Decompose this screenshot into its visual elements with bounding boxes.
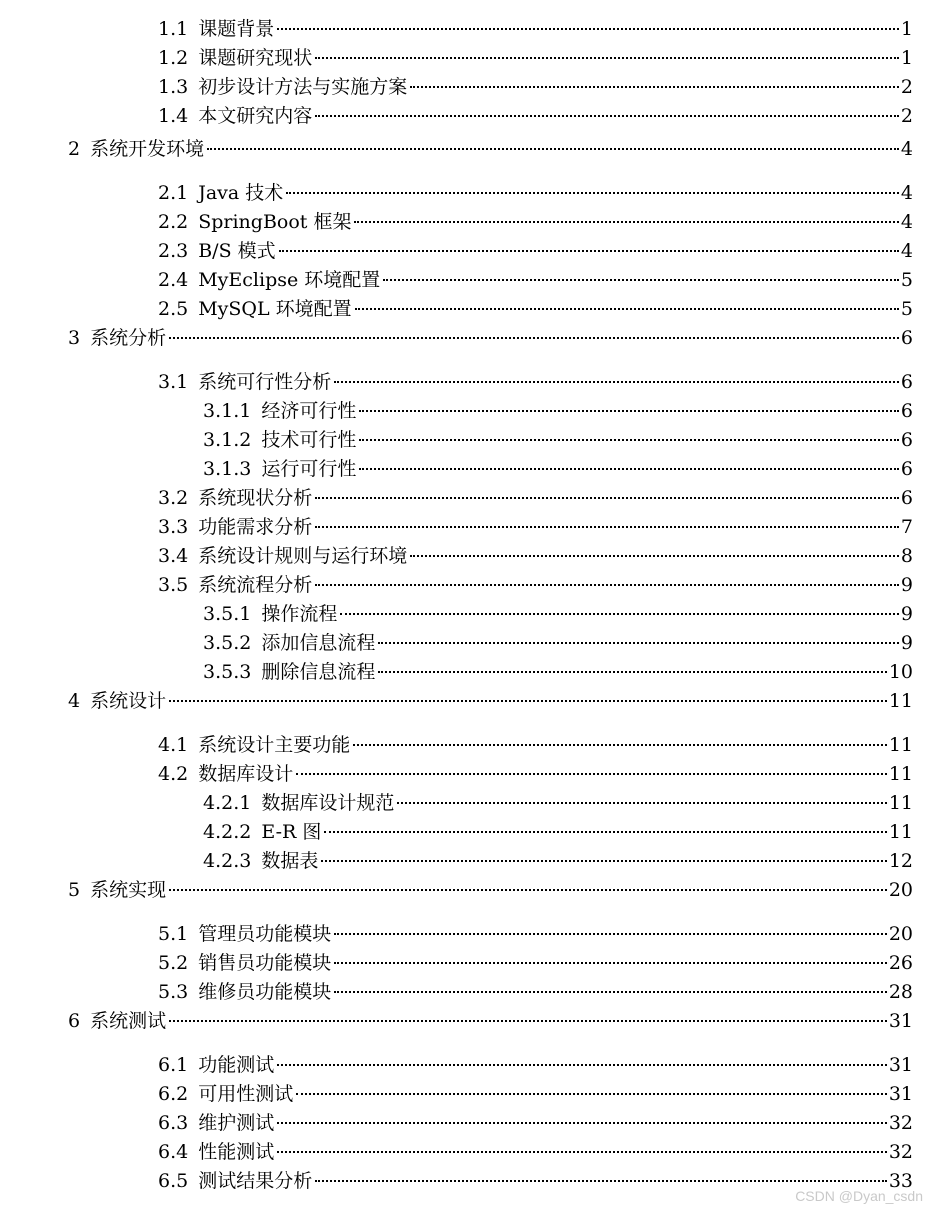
dot-leader [355, 308, 899, 310]
dot-leader [378, 642, 899, 644]
toc-entry-number: 4.2 [158, 763, 189, 785]
dot-leader [296, 1093, 887, 1095]
dot-leader [321, 860, 886, 862]
toc-entry-page: 26 [888, 952, 913, 974]
toc-entry-page: 4 [900, 240, 913, 262]
toc-entry-page: 6 [900, 487, 913, 509]
toc-entry[interactable] [158, 486, 913, 510]
toc-entry-title: 技术可行性 [261, 429, 357, 451]
toc-entry[interactable] [158, 210, 913, 234]
toc-entry-number: 2.2 [158, 211, 189, 233]
toc-entry-title: 系统设计 [90, 690, 167, 712]
toc-entry-title: 维修员功能模块 [198, 981, 332, 1003]
toc-entry-title: 维护测试 [198, 1112, 275, 1134]
dot-leader [353, 744, 887, 746]
toc-entry[interactable] [158, 733, 913, 757]
dot-leader [324, 831, 886, 833]
toc-entry[interactable] [158, 515, 913, 539]
toc-entry-title: 系统设计主要功能 [198, 734, 351, 756]
toc-entry-page: 4 [900, 138, 913, 160]
dot-leader [169, 700, 887, 702]
toc-entry-page: 6 [900, 429, 913, 451]
toc-entry[interactable] [68, 689, 913, 713]
dot-leader [277, 1064, 887, 1066]
dot-leader [296, 773, 887, 775]
toc-entry-title: 功能测试 [198, 1054, 275, 1076]
toc-entry-page: 10 [888, 661, 913, 683]
toc-entry-number: 5.1 [158, 923, 189, 945]
toc-entry-number: 6.5 [158, 1170, 189, 1192]
toc-entry-page: 6 [900, 371, 913, 393]
dot-leader [340, 613, 899, 615]
toc-entry-page: 11 [888, 792, 913, 814]
toc-entry[interactable] [203, 631, 913, 655]
toc-entry[interactable] [158, 544, 913, 568]
toc-entry-number: 5.2 [158, 952, 189, 974]
toc-entry[interactable] [158, 181, 913, 205]
toc-entry[interactable] [158, 297, 913, 321]
dot-leader [277, 28, 899, 30]
toc-entry-page: 9 [900, 574, 913, 596]
toc-entry[interactable] [203, 849, 913, 873]
dot-leader [354, 221, 898, 223]
toc-entry-title: 性能测试 [198, 1141, 275, 1163]
toc-entry-title: MyEclipse 环境配置 [198, 269, 381, 291]
toc-entry-title: 删除信息流程 [261, 661, 376, 683]
toc-entry[interactable] [203, 660, 913, 684]
dot-leader [169, 1020, 887, 1022]
toc-entry[interactable] [158, 239, 913, 263]
toc-entry-title: 系统测试 [90, 1010, 167, 1032]
dot-leader [169, 337, 899, 339]
toc-entry-page: 5 [900, 269, 913, 291]
toc-entry-page: 2 [900, 105, 913, 127]
toc-entry-page: 8 [900, 545, 913, 567]
toc-entry[interactable] [158, 1082, 913, 1106]
dot-leader [315, 497, 899, 499]
toc-entry-number: 4.2.1 [203, 792, 252, 814]
toc-entry-number: 2.4 [158, 269, 189, 291]
toc-entry-page: 2 [900, 76, 913, 98]
toc-entry-title: 系统流程分析 [198, 574, 313, 596]
toc-entry-number: 3.5.3 [203, 661, 252, 683]
toc-entry-number: 3.5.2 [203, 632, 252, 654]
toc-entry-number: 6 [68, 1010, 81, 1032]
toc-entry[interactable] [158, 762, 913, 786]
toc-entry-page: 32 [888, 1112, 913, 1134]
toc-entry[interactable] [158, 951, 913, 975]
toc-entry[interactable] [158, 980, 913, 1004]
toc-entry-title: 运行可行性 [261, 458, 357, 480]
toc-entry-page: 20 [888, 879, 913, 901]
toc-entry[interactable] [203, 457, 913, 481]
toc-entry[interactable] [203, 602, 913, 626]
toc-entry-title: E-R 图 [261, 821, 322, 843]
toc-entry-title: 课题研究现状 [198, 47, 313, 69]
toc-entry-page: 33 [888, 1170, 913, 1192]
toc-entry-title: 系统现状分析 [198, 487, 313, 509]
dot-leader [378, 671, 886, 673]
toc-entry-number: 2.3 [158, 240, 189, 262]
dot-leader [334, 991, 887, 993]
toc-entry-number: 3.2 [158, 487, 189, 509]
toc-entry-page: 11 [888, 734, 913, 756]
toc-entry-title: 添加信息流程 [261, 632, 376, 654]
toc-entry[interactable] [203, 428, 913, 452]
toc-entry-number: 4 [68, 690, 81, 712]
toc-entry-title: 课题背景 [198, 18, 275, 40]
dot-leader [410, 555, 899, 557]
toc-entry[interactable] [203, 791, 913, 815]
toc-entry[interactable] [158, 1053, 913, 1077]
toc-entry[interactable] [158, 46, 913, 70]
toc-entry[interactable] [158, 268, 913, 292]
toc-entry-page: 7 [900, 516, 913, 538]
toc-entry-title: 可用性测试 [198, 1083, 294, 1105]
toc-entry-number: 3.1 [158, 371, 189, 393]
toc-entry-number: 3 [68, 327, 81, 349]
toc-entry-title: MySQL 环境配置 [198, 298, 352, 320]
dot-leader [315, 584, 899, 586]
toc-entry-number: 1.2 [158, 47, 189, 69]
toc-entry-number: 3.5.1 [203, 603, 252, 625]
toc-entry-number: 6.3 [158, 1112, 189, 1134]
dot-leader [315, 115, 899, 117]
toc-entry[interactable] [158, 17, 913, 41]
toc-entry-page: 6 [900, 458, 913, 480]
toc-entry-number: 6.1 [158, 1054, 189, 1076]
toc-entry-page: 6 [900, 327, 913, 349]
toc-entry-title: 系统可行性分析 [198, 371, 332, 393]
toc-entry-title: 操作流程 [261, 603, 338, 625]
toc-entry-number: 1.1 [158, 18, 189, 40]
toc-entry-title: 数据表 [261, 850, 319, 872]
toc-entry-number: 3.4 [158, 545, 189, 567]
toc-entry-title: Java 技术 [198, 182, 284, 204]
toc-entry-page: 12 [888, 850, 913, 872]
toc-entry-page: 28 [888, 981, 913, 1003]
toc-entry-title: 数据库设计 [198, 763, 294, 785]
toc-entry-number: 5.3 [158, 981, 189, 1003]
toc-entry-page: 9 [900, 632, 913, 654]
dot-leader [315, 1180, 887, 1182]
toc-entry-page: 1 [900, 47, 913, 69]
dot-leader [359, 439, 899, 441]
toc-entry-page: 5 [900, 298, 913, 320]
dot-leader [277, 1122, 887, 1124]
toc-entry[interactable] [68, 1009, 913, 1033]
toc-entry-title: 初步设计方法与实施方案 [198, 76, 408, 98]
toc-entry-title: 系统开发环境 [90, 138, 205, 160]
toc-entry-page: 4 [900, 182, 913, 204]
dot-leader [334, 962, 887, 964]
toc-entry-number: 4.2.3 [203, 850, 252, 872]
toc-entry-number: 3.1.2 [203, 429, 252, 451]
dot-leader [359, 468, 899, 470]
toc-entry-title: 数据库设计规范 [261, 792, 395, 814]
toc-entry-number: 3.5 [158, 574, 189, 596]
toc-entry[interactable] [158, 1140, 913, 1164]
dot-leader [277, 1151, 887, 1153]
toc-entry-page: 11 [888, 821, 913, 843]
toc-entry-number: 6.4 [158, 1141, 189, 1163]
dot-leader [169, 889, 887, 891]
toc-entry[interactable] [68, 878, 913, 902]
toc-entry-number: 1.3 [158, 76, 189, 98]
toc-entry-page: 20 [888, 923, 913, 945]
dot-leader [207, 148, 899, 150]
toc-entry-page: 31 [888, 1054, 913, 1076]
toc-entry[interactable] [203, 820, 913, 844]
dot-leader [359, 410, 899, 412]
toc-entry[interactable] [203, 399, 913, 423]
dot-leader [383, 279, 899, 281]
toc-entry-number: 3.1.3 [203, 458, 252, 480]
toc-entry-title: 系统实现 [90, 879, 167, 901]
toc-entry-title: B/S 模式 [198, 240, 276, 262]
toc-entry[interactable] [158, 1111, 913, 1135]
toc-entry-page: 31 [888, 1083, 913, 1105]
toc-entry-title: 管理员功能模块 [198, 923, 332, 945]
toc-entry-number: 3.1.1 [203, 400, 252, 422]
toc-entry-number: 2.1 [158, 182, 189, 204]
toc-entry-number: 1.4 [158, 105, 189, 127]
toc-entry[interactable] [158, 370, 913, 394]
toc-entry-number: 6.2 [158, 1083, 189, 1105]
toc-entry[interactable] [158, 75, 913, 99]
toc-entry-number: 5 [68, 879, 81, 901]
toc-entry-title: 本文研究内容 [198, 105, 313, 127]
toc-entry-page: 1 [900, 18, 913, 40]
toc-entry-title: 系统设计规则与运行环境 [198, 545, 408, 567]
toc-entry[interactable] [158, 922, 913, 946]
toc-entry-page: 11 [888, 763, 913, 785]
toc-entry-title: 经济可行性 [261, 400, 357, 422]
toc-entry-page: 4 [900, 211, 913, 233]
toc-entry-page: 11 [888, 690, 913, 712]
toc-entry[interactable] [158, 104, 913, 128]
toc-entry-title: 系统分析 [90, 327, 167, 349]
toc-entry[interactable] [68, 137, 913, 161]
toc-entry-number: 3.3 [158, 516, 189, 538]
watermark: CSDN @Dyan_csdn [795, 1188, 923, 1204]
toc-entry[interactable] [68, 326, 913, 350]
toc-entry-title: 销售员功能模块 [198, 952, 332, 974]
toc-entry-page: 31 [888, 1010, 913, 1032]
toc-entry-page: 9 [900, 603, 913, 625]
dot-leader [334, 933, 887, 935]
dot-leader [279, 250, 899, 252]
toc-entry-number: 4.2.2 [203, 821, 252, 843]
dot-leader [410, 86, 899, 88]
toc-entry-title: SpringBoot 框架 [198, 211, 352, 233]
dot-leader [315, 57, 899, 59]
toc-entry-title: 功能需求分析 [198, 516, 313, 538]
dot-leader [334, 381, 899, 383]
toc-entry-page: 6 [900, 400, 913, 422]
dot-leader [286, 192, 899, 194]
toc-entry-title: 测试结果分析 [198, 1170, 313, 1192]
dot-leader [397, 802, 886, 804]
toc-entry-number: 2.5 [158, 298, 189, 320]
dot-leader [315, 526, 899, 528]
toc-entry-number: 4.1 [158, 734, 189, 756]
toc-entry-page: 32 [888, 1141, 913, 1163]
toc-entry[interactable] [158, 573, 913, 597]
toc-entry-number: 2 [68, 138, 81, 160]
